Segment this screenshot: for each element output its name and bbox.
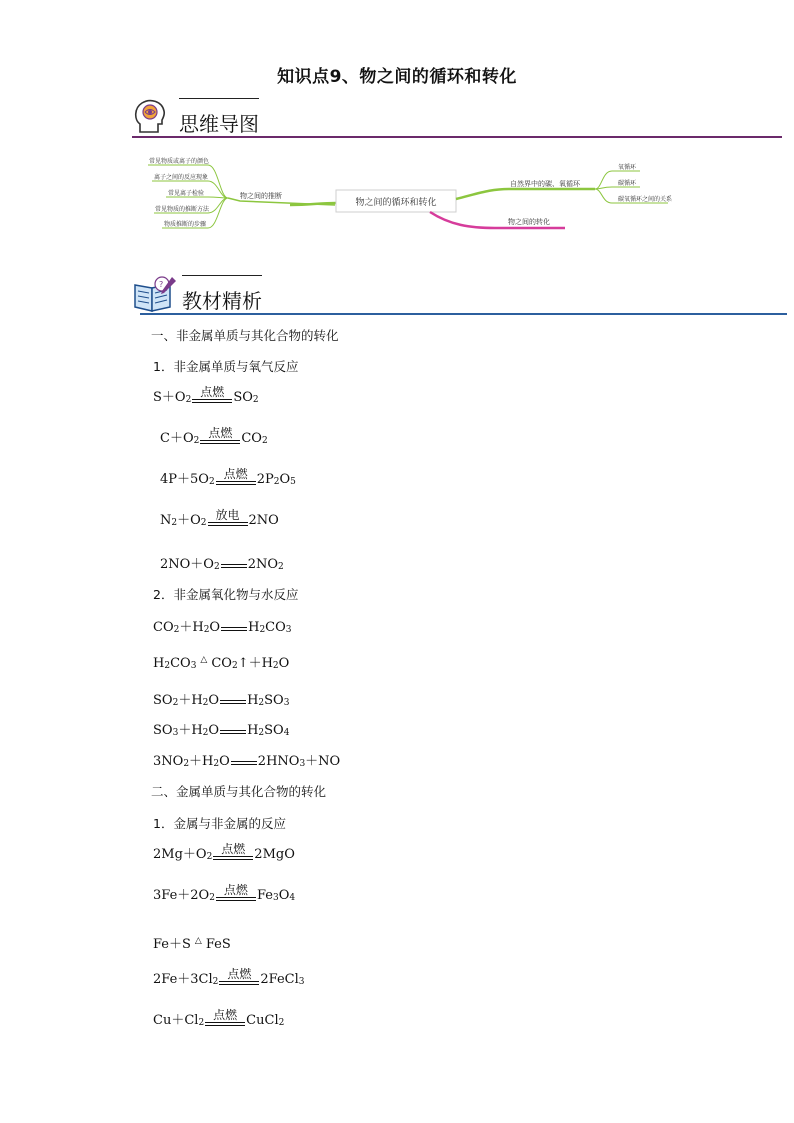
mindmap-center-label: 物之间的循环和转化: [355, 198, 437, 208]
condition-ignite: 点燃: [200, 426, 240, 444]
heading-nonmetal: 一、非金属单质与其化合物的转化: [151, 328, 339, 343]
mindmap-left-branch: 物之间的推断: [240, 192, 282, 200]
condition-ignite: 点燃: [216, 883, 256, 901]
mindmap-left-item-0: 常见物质或离子的颜色: [149, 158, 210, 165]
mindmap-right-item-1: 碳循环: [618, 180, 637, 187]
condition-ignite: 点燃: [219, 967, 259, 985]
mindmap-left-item-3: 常见物质的推断方法: [155, 206, 210, 213]
condition-ignite: 点燃: [205, 1008, 245, 1026]
mindmap-right-branch-1: 自然界中的碳、氧循环: [510, 180, 580, 188]
heading-metal-nonmetal: 1．金属与非金属的反应: [153, 816, 286, 831]
equation-no2-h2o: 3NO 2 ＋H $_2$ O 2HNO 3 ＋NO: [153, 754, 341, 769]
heading-nonmetal-oxide-water: 2．非金属氧化物与水反应: [153, 587, 299, 602]
equation-mg-o2: 2Mg＋O $_2$ 点燃 2MgO: [153, 842, 295, 862]
equation-so3-h2o: SO 3 ＋H $_2$ O H 2 SO 4: [153, 723, 290, 738]
mindmap-left-item-4: 物质推断的步骤: [164, 221, 207, 228]
section-label-textbook: 教材精析: [182, 289, 262, 313]
condition-heat: △: [200, 655, 208, 665]
condition-ignite: 点燃: [192, 385, 232, 403]
condition-discharge: 放电: [208, 508, 248, 526]
mind-map: [140, 155, 700, 245]
page-title: 知识点9、物之间的循环和转化: [277, 67, 517, 87]
mindmap-right-item-2: 碳氧循环之间的关系: [618, 196, 673, 203]
equation-s-o2: S＋O $_2$ 点燃 SO 2: [153, 385, 259, 405]
book-icon: [132, 275, 178, 313]
equation-so2-h2o: SO 2 ＋H $_2$ O H 2 SO 3: [153, 693, 290, 708]
equation-c-o2: C＋O $_2$ 点燃 CO 2: [160, 426, 268, 446]
equation-co2-h2o: CO 2 ＋H $_2$ O H 2 CO 3: [153, 620, 292, 635]
equation-h2co3-heat: H 2 CO 3 △ CO 2 ↑＋H $_2$ O: [153, 655, 290, 671]
condition-ignite: 点燃: [213, 842, 253, 860]
section-header-textbook: [132, 275, 787, 317]
svg-text:?: ?: [159, 280, 164, 289]
equation-p-o2: 4P＋5O $_2$ 点燃 2P 2 O 5: [160, 467, 296, 487]
equation-no-o2: 2NO＋O $_2$ 2NO 2: [160, 557, 284, 572]
equation-fe-cl2: 2Fe＋3Cl $_2$ 点燃 2FeCl 3: [153, 967, 305, 987]
mindmap-left-item-2: 常见离子检验: [168, 190, 205, 197]
mindmap-left-item-1: 离子之间的反应现象: [154, 174, 209, 181]
brain-icon: [132, 98, 168, 136]
mindmap-right-item-0: 氧循环: [618, 164, 637, 171]
heading-nonmetal-oxygen: 1．非金属单质与氧气反应: [153, 359, 299, 374]
section-label-mindmap: 思维导图: [179, 112, 259, 136]
heading-metal: 二、金属单质与其化合物的转化: [151, 784, 327, 799]
equation-fe-s: Fe＋S △ FeS: [153, 936, 231, 952]
condition-heat: △: [194, 936, 202, 946]
condition-ignite: 点燃: [216, 467, 256, 485]
section-header-mindmap: [132, 98, 782, 140]
equation-cu-cl2: Cu＋Cl $_2$ 点燃 CuCl 2: [153, 1008, 285, 1028]
equation-fe-o2: 3Fe＋2O $_2$ 点燃 Fe 3 O 4: [153, 883, 296, 903]
equation-n2-o2: N 2 ＋O $_2$ 放电 2NO: [160, 508, 279, 528]
mindmap-left-items: [148, 157, 228, 228]
mindmap-right-branch-2: 物之间的转化: [508, 218, 550, 226]
